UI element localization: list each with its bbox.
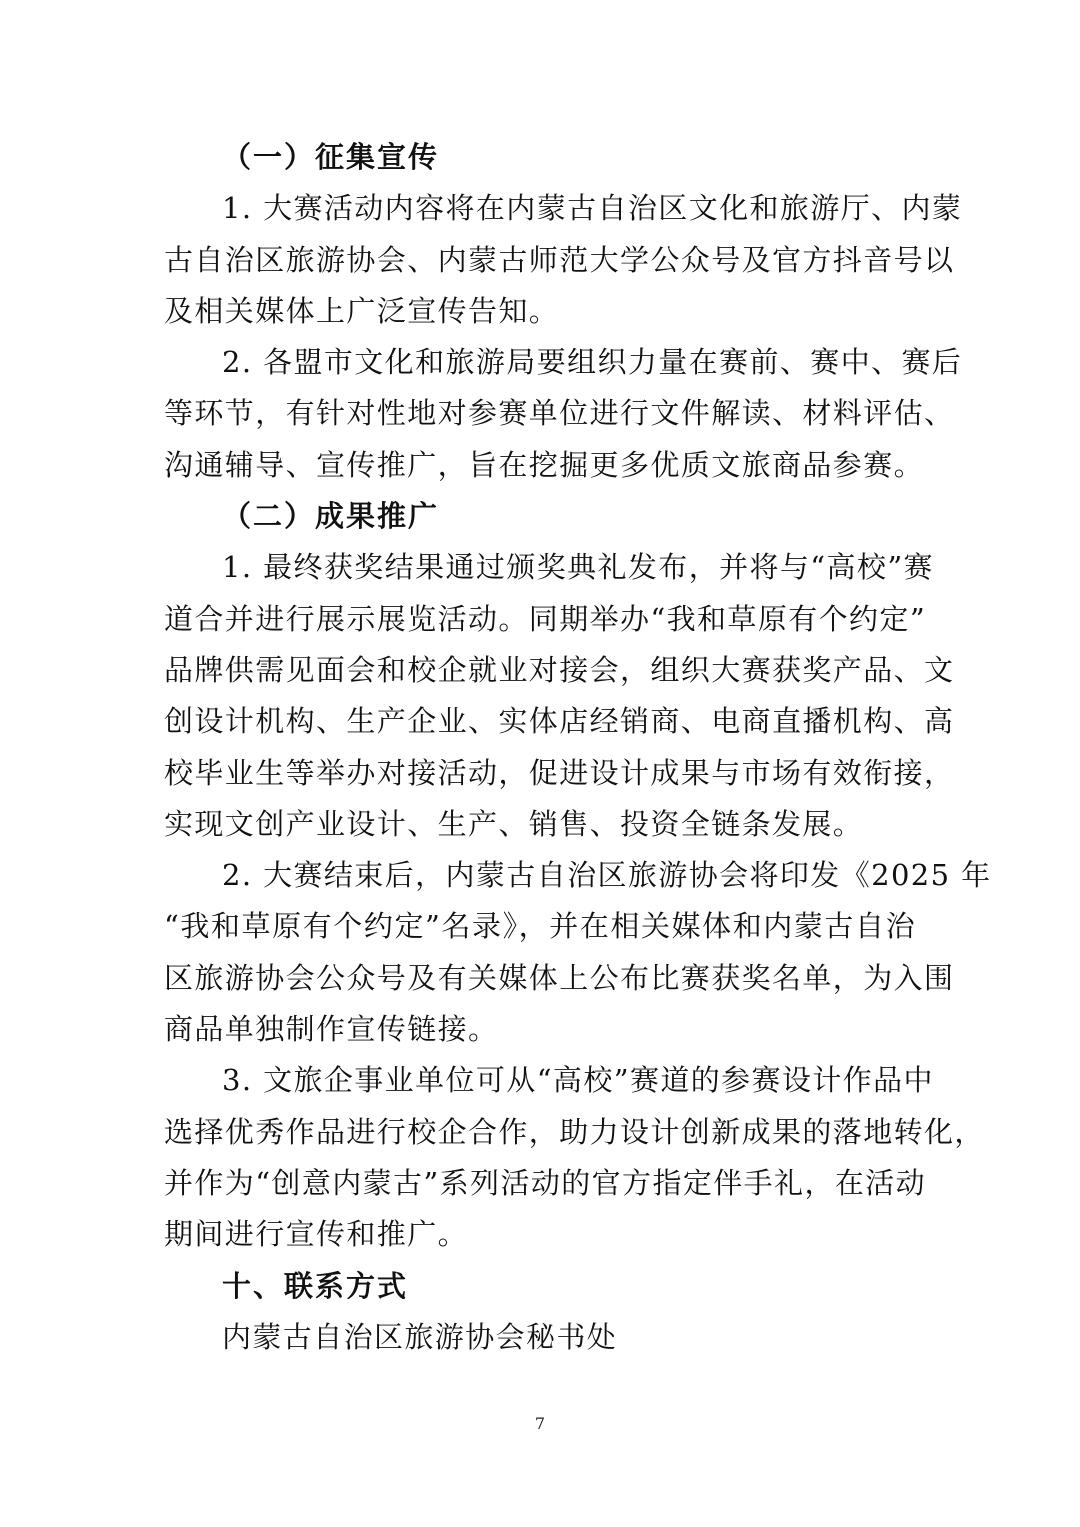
paragraph-line: “我和草原有个约定”名录》，并在相关媒体和内蒙古自治 [164,909,916,944]
paragraph-line: 1. 大赛活动内容将在内蒙古自治区文化和旅游厅、内蒙 [222,191,963,226]
paragraph-line: 校毕业生等举办对接活动，促进设计成果与市场有效衔接， [164,755,955,790]
paragraph-line: 区旅游协会公众号及有关媒体上公布比赛获奖名单，为入围 [164,960,955,995]
paragraph-line: 古自治区旅游协会、内蒙古师范大学公众号及官方抖音号以 [164,242,955,277]
paragraph-line: 道合并进行展示展览活动。同期举办“我和草原有个约定” [164,601,927,636]
paragraph-line: 及相关媒体上广泛宣传告知。 [164,293,560,328]
paragraph-line: 选择优秀作品进行校企合作，助力设计创新成果的落地转化， [164,1114,985,1149]
paragraph-line: 1. 最终获奖结果通过颁奖典礼发布，并将与“高校”赛 [222,550,934,585]
paragraph-line: 3. 文旅企事业单位可从“高校”赛道的参赛设计作品中 [222,1063,934,1098]
section-heading-contact: 十、联系方式 [222,1268,409,1303]
paragraph-line: 2. 大赛结束后，内蒙古自治区旅游协会将印发《2025 年 [222,858,992,893]
paragraph-line: 创设计机构、生产企业、实体店经销商、电商直播机构、高 [164,704,955,739]
page-number: 7 [534,1414,546,1433]
document-body [164,132,992,1363]
contact-organization: 内蒙古自治区旅游协会秘书处 [222,1319,618,1354]
paragraph-line: 商品单独制作宣传链接。 [164,1012,499,1047]
paragraph-line: 品牌供需见面会和校企就业对接会，组织大赛获奖产品、文 [164,652,955,687]
paragraph-line: 2. 各盟市文化和旅游局要组织力量在赛前、赛中、赛后 [222,345,963,380]
paragraph-line: 沟通辅导、宣传推广，旨在挖掘更多优质文旅商品参赛。 [164,447,925,482]
paragraph-line: 期间进行宣传和推广。 [164,1217,469,1252]
paragraph-line: 等环节，有针对性地对参赛单位进行文件解读、材料评估、 [164,396,955,431]
paragraph-line: 并作为“创意内蒙古”系列活动的官方指定伴手礼，在活动 [164,1165,927,1200]
section-heading-collection-promotion: （一）征集宣传 [222,140,440,174]
section-heading-results-promotion: （二）成果推广 [222,499,440,534]
paragraph-line: 实现文创产业设计、生产、销售、投资全链条发展。 [164,806,864,841]
